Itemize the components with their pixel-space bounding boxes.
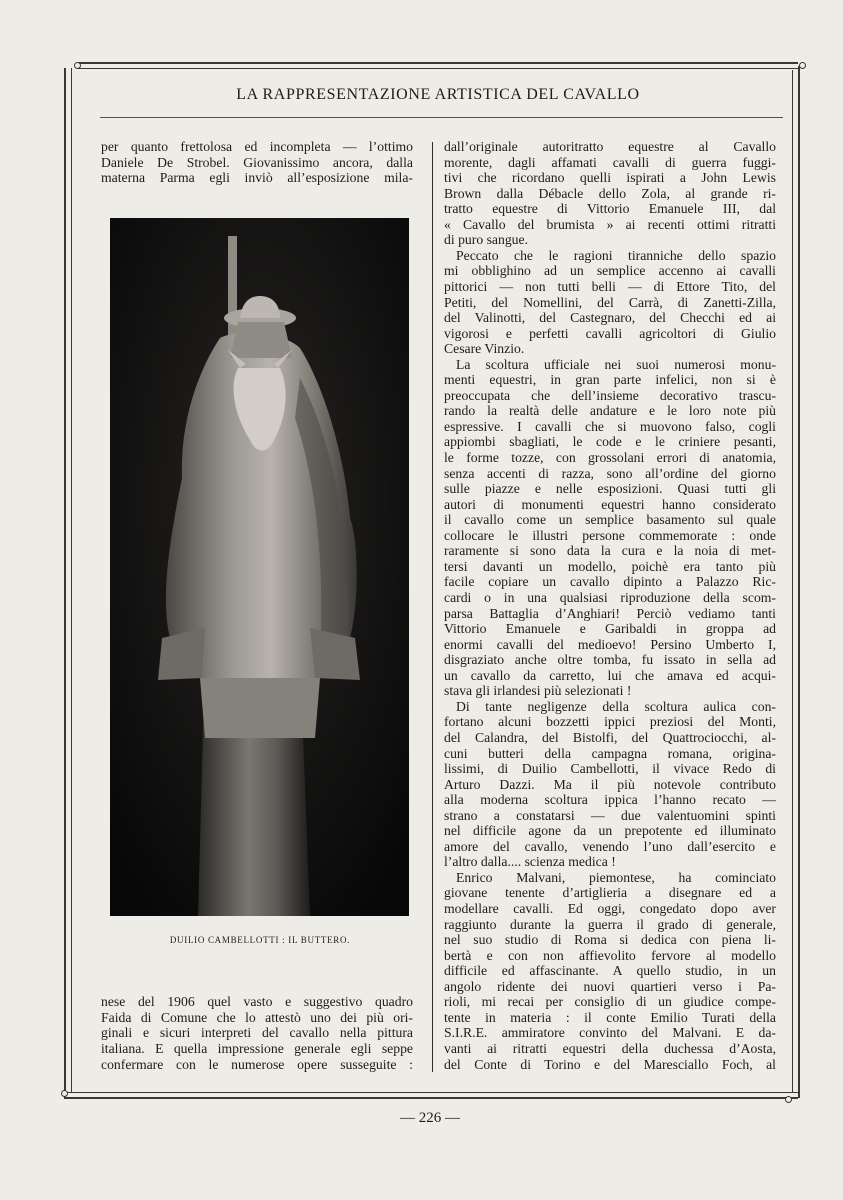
text-line: « Cavallo del brumista » ai recenti ottimi ritratti <box>444 216 776 232</box>
text-line: Peccato che le ragioni tiranniche dello spazio <box>456 247 776 263</box>
text-line: tratto equestre di Vittorio Emanuele III, dal <box>444 201 776 217</box>
frame-bottom-rule-outer <box>64 1092 798 1093</box>
text-line: disgraziato anche oltre tomba, fu issato in sella ad <box>444 652 776 668</box>
text-line: materna Parma egli inviò all’esposizione mila- <box>101 170 413 186</box>
text-line: espressive. I cavalli che si muovono falso, cogli <box>444 418 776 434</box>
text-line: vigorosi e perfetti cavalli agricoltori di Giulio <box>444 325 776 341</box>
text-line: S.I.R.E. ammiratore convinto del Malvani. E da- <box>444 1025 776 1041</box>
frame-corner-ornament <box>799 62 806 69</box>
text-line: morente, dagli affamati cavalli di guerra fuggi- <box>444 154 776 170</box>
text-line: difficile ed affascinante. A quello studio, in un <box>444 963 776 979</box>
column-separator <box>432 142 433 1072</box>
text-line: per quanto frettolosa ed incompleta — l’ottimo <box>101 139 413 154</box>
text-line: fortano alcuni bozzetti ippici preziosi del Monti, <box>444 714 776 730</box>
text-line: Cesare Vinzio. <box>444 341 525 357</box>
text-line: Daniele De Strobel. Giovanissimo ancora, dalla <box>101 154 413 170</box>
text-line: strano a constatarsi — due valentuomini spinti <box>444 807 776 823</box>
text-line: Enrico Malvani, piemontese, ha cominciato <box>456 869 776 885</box>
text-line: rioli, mi recai per consiglio di un giudice compe- <box>444 994 776 1010</box>
text-line: di puro sangue. <box>444 232 529 248</box>
text-line: le forme tozze, con grossolani errori di anatomia, <box>444 450 776 465</box>
text-line: del Conte di Torino e del Maresciallo Foch, al <box>444 1056 776 1072</box>
text-line: parsa Battaglia d’Anghiari! Perciò vediamo tanti <box>444 605 776 621</box>
text-line: del Valinotti, del Castegnaro, del Checchi ed ai <box>444 310 776 326</box>
text-line: collocare le illustri persone commemorate : onde <box>444 527 776 543</box>
text-line: stava gli irlandesi più selezionati ! <box>444 683 632 699</box>
text-line: Brown dalla Débacle dello Zola, al grande ri- <box>444 185 776 201</box>
text-line: Faida di Comune che lo attestò uno dei più ori- <box>101 1009 413 1025</box>
text-line: appiombi sbagliati, le code e le criniere pesanti, <box>444 434 776 450</box>
text-line: vanti ai ritratti equestri della duchessa d’Aosta, <box>444 1040 776 1056</box>
frame-left-rule-inner <box>71 68 72 1092</box>
text-line: facile copiare un cavallo dipinto a Palazzo Ric- <box>444 574 776 590</box>
text-line: pittorici — non tutti belli — di Ettore Tito, del <box>444 279 776 294</box>
text-line: alla moderna scoltura ippica l’hanno recato — <box>444 792 776 808</box>
frame-bottom-rule-inner <box>64 1097 798 1099</box>
text-line: nel difficile agone da un prepotente ed illuminato <box>444 823 776 839</box>
text-line: confermare con le numerose opere susseguite : <box>101 1056 413 1072</box>
frame-top-rule-inner <box>78 68 798 69</box>
frame-corner-ornament <box>785 1096 792 1103</box>
text-line: angolo ridente dei nuovi quartieri verso i Pa- <box>444 978 776 994</box>
text-line: La scoltura ufficiale nei suoi numerosi monu- <box>456 356 776 372</box>
text-line: tente in materia : il conte Emilio Turati della <box>444 1009 776 1025</box>
text-line: raggiunto durante la guerra il grado di generale, <box>444 916 776 932</box>
text-line: nel suo studio di Roma si dedica con piena li- <box>444 932 776 948</box>
frame-top-rule-outer <box>78 62 798 64</box>
frame-right-rule-inner <box>792 70 793 1092</box>
text-line: rando la realtà delle andature e le loro note più <box>444 403 776 419</box>
text-line: Vittorio Emanuele e Garibaldi in groppa ad <box>444 621 776 636</box>
text-line: bertà e con non affievolito fervore al modello <box>444 947 776 963</box>
text-line: cardi o in una qualsiasi riproduzione della scom- <box>444 590 776 605</box>
text-line: ginali e sicuri interpreti del cavallo nella pittura <box>101 1025 413 1041</box>
text-line: giovane tenente d’artiglieria a disegnare ed a <box>444 885 776 901</box>
text-line: raramente si sono data la cura e la noia di met- <box>444 543 776 559</box>
frame-left-rule-outer <box>64 68 66 1098</box>
figure-caption: DUILIO CAMBELLOTTI : IL BUTTERO. <box>169 935 351 945</box>
text-line: Di tante negligenze della scoltura aulica con- <box>456 698 776 714</box>
text-line: tivi che ricordano quelli ispirati a John Lewis <box>444 170 776 186</box>
text-line: italiana. E quella impressione generale egli seppe <box>101 1040 413 1056</box>
text-line: menti equestri, in gran parte infelici, non si è <box>444 372 776 388</box>
text-line: mi obblighino ad un semplice accenno ai cavalli <box>444 263 776 279</box>
text-line: tersi davanti un modello, poichè era tanto più <box>444 558 776 574</box>
text-line: Arturo Dazzi. Ma il più notevole contributo <box>444 776 776 792</box>
running-head: LA RAPPRESENTAZIONE ARTISTICA DEL CAVALLO <box>236 86 640 103</box>
frame-corner-ornament <box>74 62 81 69</box>
sculpture-photo <box>110 218 409 916</box>
text-line: enormi cavalli del medioevo! Persino Umberto I, <box>444 636 776 652</box>
text-line: lissimi, di Duilio Cambellotti, il vivace Redo di <box>444 761 776 776</box>
text-line: amore del cavallo, venendo l’uno dall’esercito e <box>444 838 776 854</box>
text-line: preoccupata che dell’insieme decorativo trascu- <box>444 387 776 403</box>
text-line: l’altro dalla.... scienza medica ! <box>444 854 616 870</box>
text-line: dall’originale autoritratto equestre al Cavallo <box>444 139 776 154</box>
text-line: autori di monumenti equestri hanno considerato <box>444 496 776 512</box>
text-line: nese del 1906 quel vasto e suggestivo quadro <box>101 994 413 1010</box>
running-head-rule <box>100 117 783 118</box>
frame-corner-ornament <box>61 1090 68 1097</box>
page-number: — 226 — <box>400 1110 460 1126</box>
text-line: del Calandra, del Bistolfi, del Quattrociocchi, al- <box>444 729 776 745</box>
text-line: senza accenti di razza, sono all’ordine del giorno <box>444 465 776 481</box>
text-line: il cavallo come un semplice basamento sul quale <box>444 512 776 528</box>
text-line: Petiti, del Nomellini, del Carrà, di Zanetti-Zilla, <box>444 294 776 310</box>
text-line: un cavallo da carretto, lui che amava ed acqui- <box>444 667 776 683</box>
text-line: cuni butteri della campagna romana, origina- <box>444 745 776 761</box>
text-line: modellare cavalli. Ed oggi, congedato dopo aver <box>444 901 776 916</box>
text-line: sulle piazze e nelle esposizioni. Quasi tutti gli <box>444 481 776 497</box>
frame-right-rule-outer <box>798 66 800 1098</box>
